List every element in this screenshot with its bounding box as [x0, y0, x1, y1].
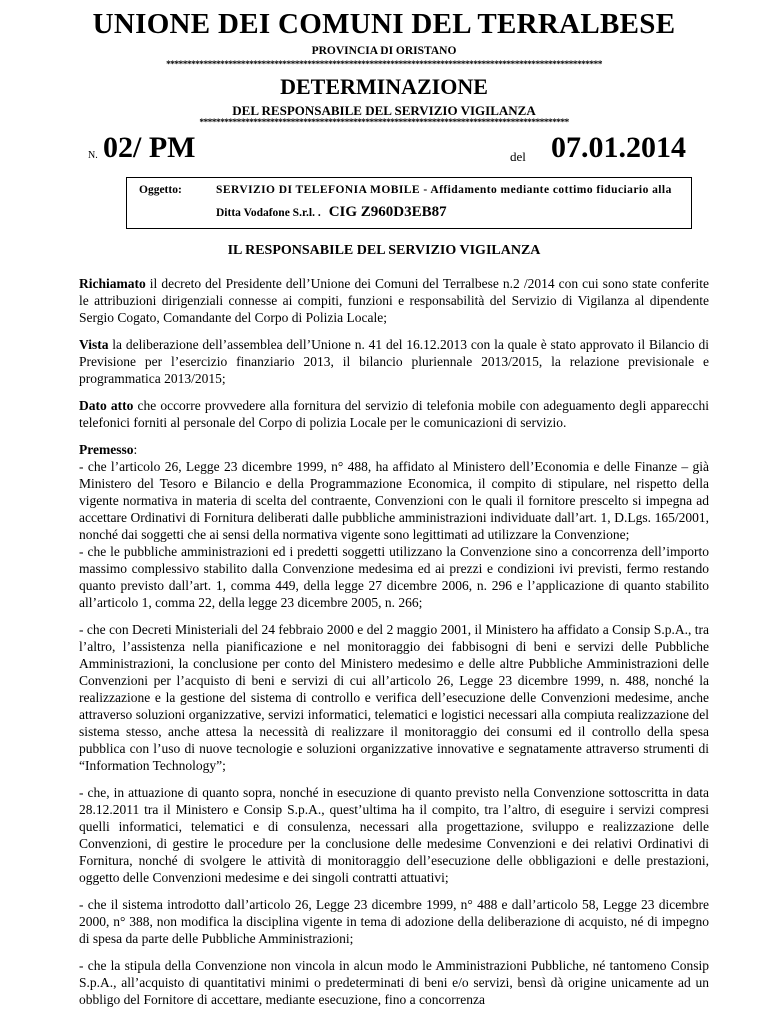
dato-atto-text: che occorre provvedere alla fornitura del servizio di telefonia mobile con adeguamento degli apparecchi telefonici forniti al personale del Corpo di polizia Locale per le comunicazioni di servizio. — [79, 398, 709, 430]
document-body — [79, 275, 709, 1018]
determination-date: 07.01.2014 — [551, 131, 686, 164]
premesso-item-6: - che la stipula della Convenzione non vincola in alcun modo le Amministrazioni Pubbliche, né tantomeno Consip S.p.A., all’acquisto di quantitativi minimi o predeterminati di beni e/o servizi, bensì dà origine unicamente ad un obbligo del Fornitore di accettare, mediante esecuzione, fino a concorrenza — [79, 958, 709, 1007]
subject-line-2 — [216, 204, 447, 221]
union-title: UNIONE DEI COMUNI DEL TERRALBESE — [92, 8, 676, 40]
separator-stars-bottom: ***************************************************************************************** — [199, 118, 569, 128]
determinazione-heading: DETERMINAZIONE — [280, 74, 488, 99]
subject-line-1: SERVIZIO DI TELEFONIA MOBILE - Affidamento mediante cottimo fiduciario alla — [216, 184, 672, 196]
date-label: del — [510, 149, 526, 164]
premesso-item-1: - che l’articolo 26, Legge 23 dicembre 1999, n° 488, ha affidato al Ministero dell’Economia e delle Finanze – già Ministero del Tesoro e Bilancio e della Programmazione Economica, il compito di stipulare, nel rispetto della vigente normativa in materia di scelta del contraente, Convenzioni con le quali il fornitore prescelto si impegna ad accettare Ordinativi di Fornitura deliberati dalle pubbliche amministrazioni individuate dall’art. 1, D.Lgs. 165/2001, nonché dai soggetti che ai sensi della normativa vigente sono legittimati ad utilizzare la Convenzione; — [79, 459, 709, 542]
subject-label: Oggetto: — [139, 184, 182, 196]
premesso-item-5: - che il sistema introdotto dall’articolo 26, Legge 23 dicembre 1999, n° 488 e dall’articolo 58, Legge 23 dicembre 2000, n° 388, non modifica la disciplina vigente in tema di adozione della deliberazione di acquisto, né di impegno di spesa da parte delle Pubbliche Amministrazioni; — [79, 897, 709, 946]
separator-stars-top: ********************************************************************************************************* — [166, 60, 602, 70]
number-label: N. — [88, 150, 98, 161]
premesso-item-3: - che con Decreti Ministeriali del 24 febbraio 2000 e del 2 maggio 2001, il Ministero ha affidato a Consip S.p.A., tra l’altro, l’assistenza nella pianificazione e nel monitoraggio dei fabbisogni di beni e servizi delle Pubbliche Amministrazioni, la conclusione per conto del Ministero medesimo e delle altre Pubbliche Amministrazioni delle Convenzioni per l’acquisto di beni e servizi di cui all’articolo 26, Legge 23 dicembre 1999, n. 488, nonché la realizzazione e la gestione del sistema di controllo e verifica dell’esecuzione delle Convenzioni medesime, anche attraverso soluzioni organizzative, servizi informatici, telematici e logistici necessari alla compiuta realizzazione del sistema stesso, anche attesa la necessità di realizzare il monitoraggio dei consumi ed il controllo della spesa pubblica con l’uso di nuove tecnologie e soluzioni organizzative innovative e segnatamente attraverso strumenti di “Information Technology”; — [79, 622, 709, 773]
paragraph-richiamato — [79, 275, 709, 326]
determinazione-subtitle: DEL RESPONSABILE DEL SERVIZIO VIGILANZA — [232, 103, 536, 118]
premesso-item-4: - che, in attuazione di quanto sopra, nonché in esecuzione di quanto previsto nella Convenzione sottoscritta in data 28.12.2011 tra il Ministero e Consip S.p.A., quest’ultima ha il compito, tra l’altro, di eseguire i servizi compresi quelli informatici, telematici e di consulenza, necessari alla progettazione, sviluppo e realizzazione delle Convenzioni, di gestire le procedure per la conclusione delle medesime Convenzioni e dei relativi Ordinativi di Fornitura, nonché di svolgere le attività di monitoraggio dell’esecuzione delle obbligazioni e delle prestazioni, oggetto delle Convenzioni medesime e dei singoli contratti attuativi; — [79, 785, 709, 885]
premesso-item-2: - che le pubbliche amministrazioni ed i predetti soggetti utilizzano la Convenzione sino a concorrenza dell’importo massimo complessivo stabilito dalla Convenzione medesima ed ai prezzi e condizioni ivi previsti, fermo restando quanto previsto dall’art. 1, comma 449, della legge 27 dicembre 2006, n. 296 e l’applicazione di quanto stabilito all’articolo 1, comma 22, della legge 23 dicembre 2005, n. 266; — [79, 544, 709, 610]
premesso-colon: : — [133, 442, 138, 457]
richiamato-label: Richiamato — [79, 276, 146, 291]
subject-box — [126, 177, 692, 229]
subject-company: Ditta Vodafone S.r.l. . — [216, 207, 321, 219]
paragraph-dato-atto — [79, 397, 709, 431]
subject-cig: CIG Z960D3EB87 — [328, 204, 447, 220]
responsabile-heading: IL RESPONSABILE DEL SERVIZIO VIGILANZA — [227, 243, 541, 258]
province-label: PROVINCIA DI ORISTANO — [311, 45, 457, 57]
vista-text: la deliberazione dell’assemblea dell’Unione n. 41 del 16.12.2013 con la quale è stato approvato il Bilancio di Previsione per l’esercizio finanziario 2013, il bilancio pluriennale 2013/2015, la relazione previsionale e programmatica 2013/2015; — [79, 337, 709, 386]
paragraph-premesso — [79, 441, 709, 543]
richiamato-text: il decreto del Presidente dell’Unione dei Comuni del Terralbese n.2 /2014 con cui sono state conferite le attribuzioni dirigenziali connesse ai compiti, funzioni e responsabilità del Servizio di Vigilanza al dipendente Sergio Cogato, Comandante del Corpo di Polizia Locale; — [79, 276, 709, 325]
determination-number: 02/ PM — [103, 131, 196, 164]
vista-label: Vista — [79, 337, 109, 352]
paragraph-vista — [79, 336, 709, 387]
dato-atto-label: Dato atto — [79, 398, 134, 413]
premesso-label: Premesso — [79, 442, 134, 457]
